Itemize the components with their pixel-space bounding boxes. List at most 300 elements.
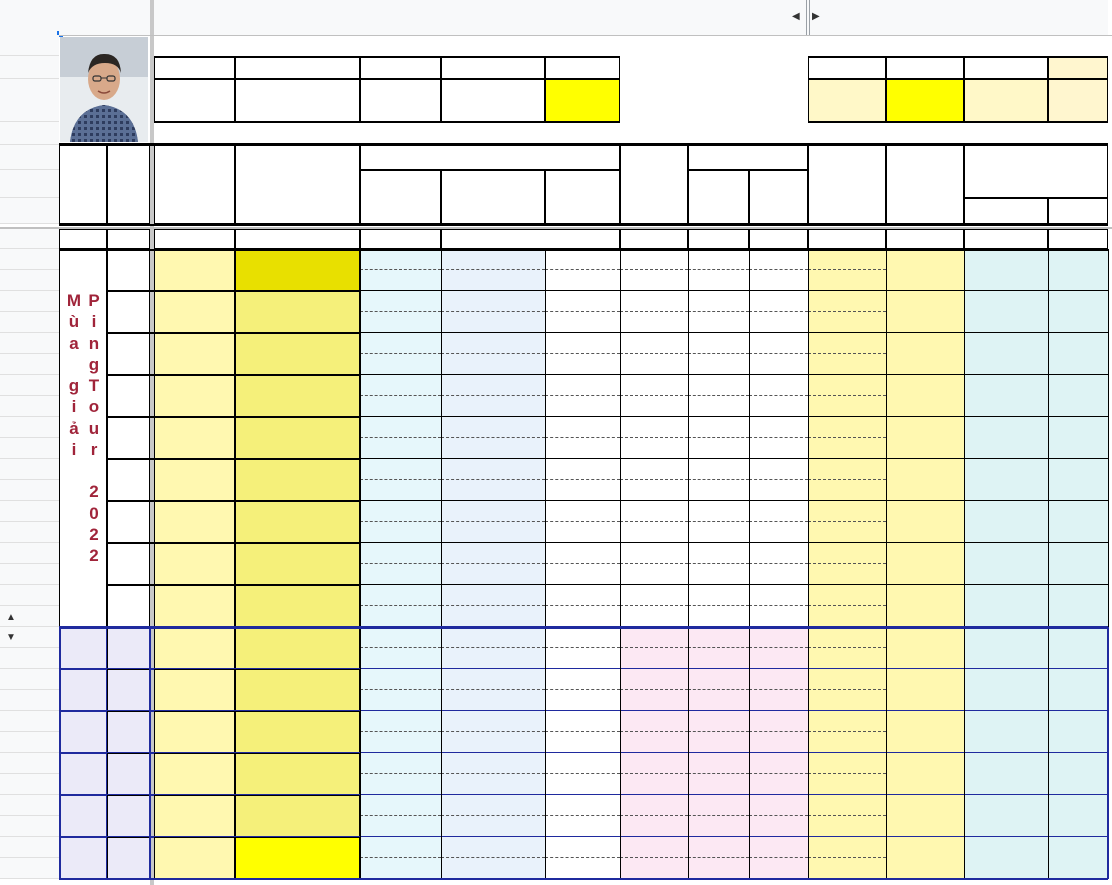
opponent-name-cell[interactable]: [545, 543, 620, 564]
round-number-cell[interactable]: [107, 585, 150, 627]
row-header-10[interactable]: [0, 249, 59, 270]
round-delta-cell[interactable]: [886, 837, 964, 879]
header-cell[interactable]: [964, 145, 1108, 198]
score-player-cell[interactable]: [688, 312, 749, 333]
stage-label-cell[interactable]: [59, 627, 107, 669]
index-cell[interactable]: [235, 585, 360, 627]
team-round-cell[interactable]: [1048, 417, 1108, 459]
opponent-surname-cell[interactable]: [441, 669, 545, 690]
match-points-cell[interactable]: [808, 711, 886, 732]
opponent-index-cell[interactable]: [360, 291, 441, 312]
score-player-cell[interactable]: [688, 459, 749, 480]
date-cell[interactable]: [154, 669, 235, 711]
score-player-cell[interactable]: [688, 858, 749, 879]
match-points-cell[interactable]: [808, 501, 886, 522]
header-cell[interactable]: [620, 145, 688, 224]
column-header-s[interactable]: [964, 0, 1048, 35]
opponent-surname-cell[interactable]: [441, 291, 545, 312]
header-cell[interactable]: [235, 79, 360, 122]
index-cell[interactable]: [235, 711, 360, 753]
opponent-surname-cell[interactable]: [441, 312, 545, 333]
opponent-name-cell[interactable]: [545, 333, 620, 354]
score-player-cell[interactable]: [688, 753, 749, 774]
score-player-cell[interactable]: [688, 732, 749, 753]
date-cell[interactable]: [154, 333, 235, 375]
opponent-team-cell[interactable]: [964, 795, 1048, 837]
opponent-surname-cell[interactable]: [441, 711, 545, 732]
opponent-name-cell[interactable]: [545, 627, 620, 648]
match-type-cell[interactable]: [620, 774, 688, 795]
round-delta-cell[interactable]: [886, 795, 964, 837]
round-number-cell[interactable]: [107, 669, 150, 711]
header-cell[interactable]: [154, 229, 235, 249]
round-number-cell[interactable]: [107, 333, 150, 375]
score-player-cell[interactable]: [688, 585, 749, 606]
row-header-21[interactable]: [0, 480, 59, 501]
score-player-cell[interactable]: [688, 711, 749, 732]
row-header-15[interactable]: [0, 354, 59, 375]
opponent-surname-cell[interactable]: [441, 690, 545, 711]
stage-label-cell[interactable]: [59, 711, 107, 753]
index-cell[interactable]: [235, 291, 360, 333]
header-cell[interactable]: [1048, 79, 1108, 122]
match-type-cell[interactable]: [620, 375, 688, 396]
score-player-cell[interactable]: [688, 606, 749, 627]
header-cell[interactable]: [1048, 56, 1108, 79]
score-player-cell[interactable]: [688, 648, 749, 669]
row-header-18[interactable]: [0, 417, 59, 438]
header-cell[interactable]: [59, 145, 107, 224]
score-player-cell[interactable]: [688, 774, 749, 795]
opponent-team-cell[interactable]: [964, 249, 1048, 291]
score-player-cell[interactable]: [688, 438, 749, 459]
header-cell[interactable]: [688, 170, 749, 224]
header-cell[interactable]: [886, 145, 964, 224]
date-cell[interactable]: [154, 753, 235, 795]
row-header-5[interactable]: [0, 122, 59, 145]
header-cell[interactable]: [441, 79, 545, 122]
opponent-name-cell[interactable]: [545, 480, 620, 501]
opponent-index-cell[interactable]: [360, 459, 441, 480]
match-type-cell[interactable]: [620, 669, 688, 690]
opponent-name-cell[interactable]: [545, 753, 620, 774]
select-all-corner[interactable]: [0, 0, 59, 35]
team-round-cell[interactable]: [1048, 753, 1108, 795]
opponent-surname-cell[interactable]: [441, 858, 545, 879]
row-header-22[interactable]: [0, 501, 59, 522]
round-delta-cell[interactable]: [886, 627, 964, 669]
header-cell[interactable]: [808, 56, 886, 79]
header-cell[interactable]: [688, 145, 808, 170]
match-type-cell[interactable]: [620, 543, 688, 564]
row-header-7[interactable]: [0, 170, 59, 198]
opponent-index-cell[interactable]: [360, 585, 441, 606]
opponent-index-cell[interactable]: [360, 480, 441, 501]
match-points-cell[interactable]: [808, 795, 886, 816]
index-cell[interactable]: [235, 501, 360, 543]
round-number-cell[interactable]: [107, 501, 150, 543]
opponent-index-cell[interactable]: [360, 543, 441, 564]
index-cell[interactable]: [235, 837, 360, 879]
round-delta-cell[interactable]: [886, 291, 964, 333]
header-cell[interactable]: [545, 79, 620, 122]
opponent-team-cell[interactable]: [964, 375, 1048, 417]
opponent-index-cell[interactable]: [360, 438, 441, 459]
header-cell[interactable]: [808, 145, 886, 224]
header-cell[interactable]: [1048, 198, 1108, 224]
team-round-cell[interactable]: [1048, 627, 1108, 669]
column-header-h[interactable]: [545, 0, 620, 35]
header-cell[interactable]: [886, 229, 964, 249]
index-cell[interactable]: [235, 375, 360, 417]
row-header-2[interactable]: [0, 35, 59, 56]
opponent-name-cell[interactable]: [545, 354, 620, 375]
match-points-cell[interactable]: [808, 648, 886, 669]
score-opponent-cell[interactable]: [749, 459, 808, 480]
date-cell[interactable]: [154, 249, 235, 291]
match-type-cell[interactable]: [620, 438, 688, 459]
score-opponent-cell[interactable]: [749, 753, 808, 774]
opponent-team-cell[interactable]: [964, 459, 1048, 501]
row-header-38[interactable]: [0, 795, 59, 816]
opponent-name-cell[interactable]: [545, 816, 620, 837]
header-cell[interactable]: [235, 229, 360, 249]
date-cell[interactable]: [154, 795, 235, 837]
index-cell[interactable]: [235, 627, 360, 669]
score-player-cell[interactable]: [688, 375, 749, 396]
header-cell[interactable]: [360, 145, 620, 170]
date-cell[interactable]: [154, 627, 235, 669]
match-points-cell[interactable]: [808, 291, 886, 312]
team-round-cell[interactable]: [1048, 585, 1108, 627]
row-header-12[interactable]: [0, 291, 59, 312]
opponent-team-cell[interactable]: [964, 291, 1048, 333]
header-cell[interactable]: [886, 56, 964, 79]
date-cell[interactable]: [154, 291, 235, 333]
opponent-index-cell[interactable]: [360, 270, 441, 291]
opponent-index-cell[interactable]: [360, 753, 441, 774]
team-round-cell[interactable]: [1048, 711, 1108, 753]
match-points-cell[interactable]: [808, 480, 886, 501]
opponent-name-cell[interactable]: [545, 375, 620, 396]
round-delta-cell[interactable]: [886, 543, 964, 585]
round-delta-cell[interactable]: [886, 711, 964, 753]
opponent-surname-cell[interactable]: [441, 732, 545, 753]
score-opponent-cell[interactable]: [749, 396, 808, 417]
match-points-cell[interactable]: [808, 396, 886, 417]
header-cell[interactable]: [59, 229, 107, 249]
header-cell[interactable]: [360, 229, 441, 249]
match-type-cell[interactable]: [620, 648, 688, 669]
round-delta-cell[interactable]: [886, 249, 964, 291]
round-delta-cell[interactable]: [886, 459, 964, 501]
header-cell[interactable]: [441, 56, 545, 79]
opponent-name-cell[interactable]: [545, 648, 620, 669]
match-type-cell[interactable]: [620, 837, 688, 858]
opponent-surname-cell[interactable]: [441, 249, 545, 270]
date-cell[interactable]: [154, 375, 235, 417]
score-opponent-cell[interactable]: [749, 648, 808, 669]
header-cell[interactable]: [154, 145, 235, 224]
match-type-cell[interactable]: [620, 291, 688, 312]
row-header-39[interactable]: [0, 816, 59, 837]
header-cell[interactable]: [964, 229, 1048, 249]
column-header-i[interactable]: [620, 0, 688, 35]
row-header-33[interactable]: [0, 690, 59, 711]
round-delta-cell[interactable]: [886, 753, 964, 795]
team-round-cell[interactable]: [1048, 837, 1108, 879]
opponent-name-cell[interactable]: [545, 858, 620, 879]
team-round-cell[interactable]: [1048, 543, 1108, 585]
header-cell[interactable]: [620, 229, 688, 249]
row-header-6[interactable]: [0, 145, 59, 170]
score-opponent-cell[interactable]: [749, 690, 808, 711]
column-header-r[interactable]: [886, 0, 964, 35]
match-points-cell[interactable]: [808, 417, 886, 438]
opponent-index-cell[interactable]: [360, 249, 441, 270]
team-round-cell[interactable]: [1048, 333, 1108, 375]
match-type-cell[interactable]: [620, 522, 688, 543]
opponent-name-cell[interactable]: [545, 669, 620, 690]
match-points-cell[interactable]: [808, 774, 886, 795]
score-opponent-cell[interactable]: [749, 522, 808, 543]
row-header-3[interactable]: [0, 56, 59, 79]
team-round-cell[interactable]: [1048, 501, 1108, 543]
date-cell[interactable]: [154, 501, 235, 543]
opponent-index-cell[interactable]: [360, 795, 441, 816]
opponent-name-cell[interactable]: [545, 732, 620, 753]
row-header-35[interactable]: [0, 732, 59, 753]
match-type-cell[interactable]: [620, 480, 688, 501]
match-type-cell[interactable]: [620, 690, 688, 711]
index-cell[interactable]: [235, 753, 360, 795]
date-cell[interactable]: [154, 711, 235, 753]
row-header-4[interactable]: [0, 79, 59, 122]
stage-label-cell[interactable]: [59, 795, 107, 837]
opponent-name-cell[interactable]: [545, 459, 620, 480]
opponent-name-cell[interactable]: [545, 501, 620, 522]
opponent-name-cell[interactable]: [545, 438, 620, 459]
match-type-cell[interactable]: [620, 354, 688, 375]
opponent-surname-cell[interactable]: [441, 585, 545, 606]
opponent-team-cell[interactable]: [964, 501, 1048, 543]
opponent-team-cell[interactable]: [964, 669, 1048, 711]
index-cell[interactable]: [235, 543, 360, 585]
score-player-cell[interactable]: [688, 522, 749, 543]
score-player-cell[interactable]: [688, 417, 749, 438]
score-opponent-cell[interactable]: [749, 270, 808, 291]
opponent-surname-cell[interactable]: [441, 627, 545, 648]
team-round-cell[interactable]: [1048, 375, 1108, 417]
opponent-surname-cell[interactable]: [441, 375, 545, 396]
match-type-cell[interactable]: [620, 249, 688, 270]
opponent-name-cell[interactable]: [545, 312, 620, 333]
opponent-team-cell[interactable]: [964, 417, 1048, 459]
score-opponent-cell[interactable]: [749, 627, 808, 648]
opponent-surname-cell[interactable]: [441, 795, 545, 816]
opponent-surname-cell[interactable]: [441, 564, 545, 585]
row-header-24[interactable]: [0, 543, 59, 564]
match-points-cell[interactable]: [808, 459, 886, 480]
round-number-cell[interactable]: [107, 375, 150, 417]
score-player-cell[interactable]: [688, 396, 749, 417]
score-opponent-cell[interactable]: [749, 543, 808, 564]
score-player-cell[interactable]: [688, 816, 749, 837]
row-header-13[interactable]: [0, 312, 59, 333]
header-cell[interactable]: [808, 79, 886, 122]
header-cell[interactable]: [107, 229, 150, 249]
row-header-11[interactable]: [0, 270, 59, 291]
header-cell[interactable]: [107, 145, 150, 224]
opponent-surname-cell[interactable]: [441, 333, 545, 354]
date-cell[interactable]: [154, 585, 235, 627]
match-points-cell[interactable]: [808, 837, 886, 858]
opponent-index-cell[interactable]: [360, 711, 441, 732]
date-cell[interactable]: [154, 543, 235, 585]
column-header-g[interactable]: [441, 0, 545, 35]
score-player-cell[interactable]: [688, 354, 749, 375]
match-points-cell[interactable]: [808, 627, 886, 648]
opponent-index-cell[interactable]: [360, 837, 441, 858]
match-type-cell[interactable]: [620, 585, 688, 606]
index-cell[interactable]: [235, 459, 360, 501]
header-cell[interactable]: [1048, 229, 1108, 249]
team-round-cell[interactable]: [1048, 795, 1108, 837]
round-number-cell[interactable]: [107, 795, 150, 837]
opponent-name-cell[interactable]: [545, 774, 620, 795]
opponent-surname-cell[interactable]: [441, 816, 545, 837]
round-delta-cell[interactable]: [886, 669, 964, 711]
opponent-name-cell[interactable]: [545, 291, 620, 312]
score-player-cell[interactable]: [688, 669, 749, 690]
opponent-index-cell[interactable]: [360, 816, 441, 837]
match-type-cell[interactable]: [620, 564, 688, 585]
opponent-name-cell[interactable]: [545, 522, 620, 543]
opponent-surname-cell[interactable]: [441, 837, 545, 858]
round-number-cell[interactable]: [107, 543, 150, 585]
header-cell[interactable]: [154, 56, 235, 79]
header-cell[interactable]: [749, 170, 808, 224]
header-cell[interactable]: [545, 56, 620, 79]
date-cell[interactable]: [154, 417, 235, 459]
match-points-cell[interactable]: [808, 522, 886, 543]
match-points-cell[interactable]: [808, 690, 886, 711]
score-opponent-cell[interactable]: [749, 501, 808, 522]
team-round-cell[interactable]: [1048, 669, 1108, 711]
index-cell[interactable]: [235, 795, 360, 837]
match-points-cell[interactable]: [808, 753, 886, 774]
score-opponent-cell[interactable]: [749, 291, 808, 312]
team-round-cell[interactable]: [1048, 459, 1108, 501]
opponent-surname-cell[interactable]: [441, 648, 545, 669]
match-type-cell[interactable]: [620, 711, 688, 732]
opponent-surname-cell[interactable]: [441, 606, 545, 627]
opponent-name-cell[interactable]: [545, 249, 620, 270]
match-type-cell[interactable]: [620, 627, 688, 648]
header-cell[interactable]: [964, 56, 1048, 79]
match-points-cell[interactable]: [808, 585, 886, 606]
score-player-cell[interactable]: [688, 291, 749, 312]
round-number-cell[interactable]: [107, 459, 150, 501]
match-type-cell[interactable]: [620, 333, 688, 354]
score-player-cell[interactable]: [688, 564, 749, 585]
header-cell[interactable]: [154, 79, 235, 122]
match-points-cell[interactable]: [808, 669, 886, 690]
row-group-expand-icon[interactable]: ▼: [6, 632, 16, 643]
opponent-index-cell[interactable]: [360, 312, 441, 333]
index-cell[interactable]: [235, 249, 360, 291]
opponent-surname-cell[interactable]: [441, 543, 545, 564]
row-header-31[interactable]: [0, 648, 59, 669]
header-cell[interactable]: [235, 56, 360, 79]
row-header-23[interactable]: [0, 522, 59, 543]
header-cell[interactable]: [886, 79, 964, 122]
round-delta-cell[interactable]: [886, 333, 964, 375]
row-header-36[interactable]: [0, 753, 59, 774]
round-number-cell[interactable]: [107, 753, 150, 795]
row-header-26[interactable]: [0, 585, 59, 606]
score-player-cell[interactable]: [688, 795, 749, 816]
match-points-cell[interactable]: [808, 732, 886, 753]
opponent-team-cell[interactable]: [964, 543, 1048, 585]
opponent-team-cell[interactable]: [964, 585, 1048, 627]
opponent-index-cell[interactable]: [360, 606, 441, 627]
opponent-index-cell[interactable]: [360, 375, 441, 396]
opponent-name-cell[interactable]: [545, 711, 620, 732]
team-round-cell[interactable]: [1048, 249, 1108, 291]
opponent-surname-cell[interactable]: [441, 354, 545, 375]
opponent-surname-cell[interactable]: [441, 774, 545, 795]
opponent-index-cell[interactable]: [360, 522, 441, 543]
index-cell[interactable]: [235, 417, 360, 459]
score-opponent-cell[interactable]: [749, 564, 808, 585]
opponent-index-cell[interactable]: [360, 669, 441, 690]
score-player-cell[interactable]: [688, 543, 749, 564]
opponent-name-cell[interactable]: [545, 690, 620, 711]
opponent-index-cell[interactable]: [360, 858, 441, 879]
score-opponent-cell[interactable]: [749, 606, 808, 627]
opponent-team-cell[interactable]: [964, 753, 1048, 795]
round-number-cell[interactable]: [107, 291, 150, 333]
round-number-cell[interactable]: [107, 417, 150, 459]
score-opponent-cell[interactable]: [749, 312, 808, 333]
row-header-34[interactable]: [0, 711, 59, 732]
row-header-37[interactable]: [0, 774, 59, 795]
score-opponent-cell[interactable]: [749, 249, 808, 270]
column-header-c[interactable]: [107, 0, 150, 35]
score-player-cell[interactable]: [688, 501, 749, 522]
row-header-20[interactable]: [0, 459, 59, 480]
opponent-index-cell[interactable]: [360, 354, 441, 375]
opponent-index-cell[interactable]: [360, 564, 441, 585]
opponent-index-cell[interactable]: [360, 396, 441, 417]
opponent-name-cell[interactable]: [545, 585, 620, 606]
collapse-left-icon[interactable]: ◀: [792, 11, 800, 22]
date-cell[interactable]: [154, 459, 235, 501]
header-cell[interactable]: [441, 229, 620, 249]
round-delta-cell[interactable]: [886, 501, 964, 543]
column-header-b[interactable]: [59, 0, 107, 35]
row-header-16[interactable]: [0, 375, 59, 396]
score-opponent-cell[interactable]: [749, 837, 808, 858]
header-cell[interactable]: [545, 170, 620, 224]
score-player-cell[interactable]: [688, 249, 749, 270]
opponent-index-cell[interactable]: [360, 627, 441, 648]
score-opponent-cell[interactable]: [749, 375, 808, 396]
match-type-cell[interactable]: [620, 501, 688, 522]
row-header-19[interactable]: [0, 438, 59, 459]
match-points-cell[interactable]: [808, 606, 886, 627]
